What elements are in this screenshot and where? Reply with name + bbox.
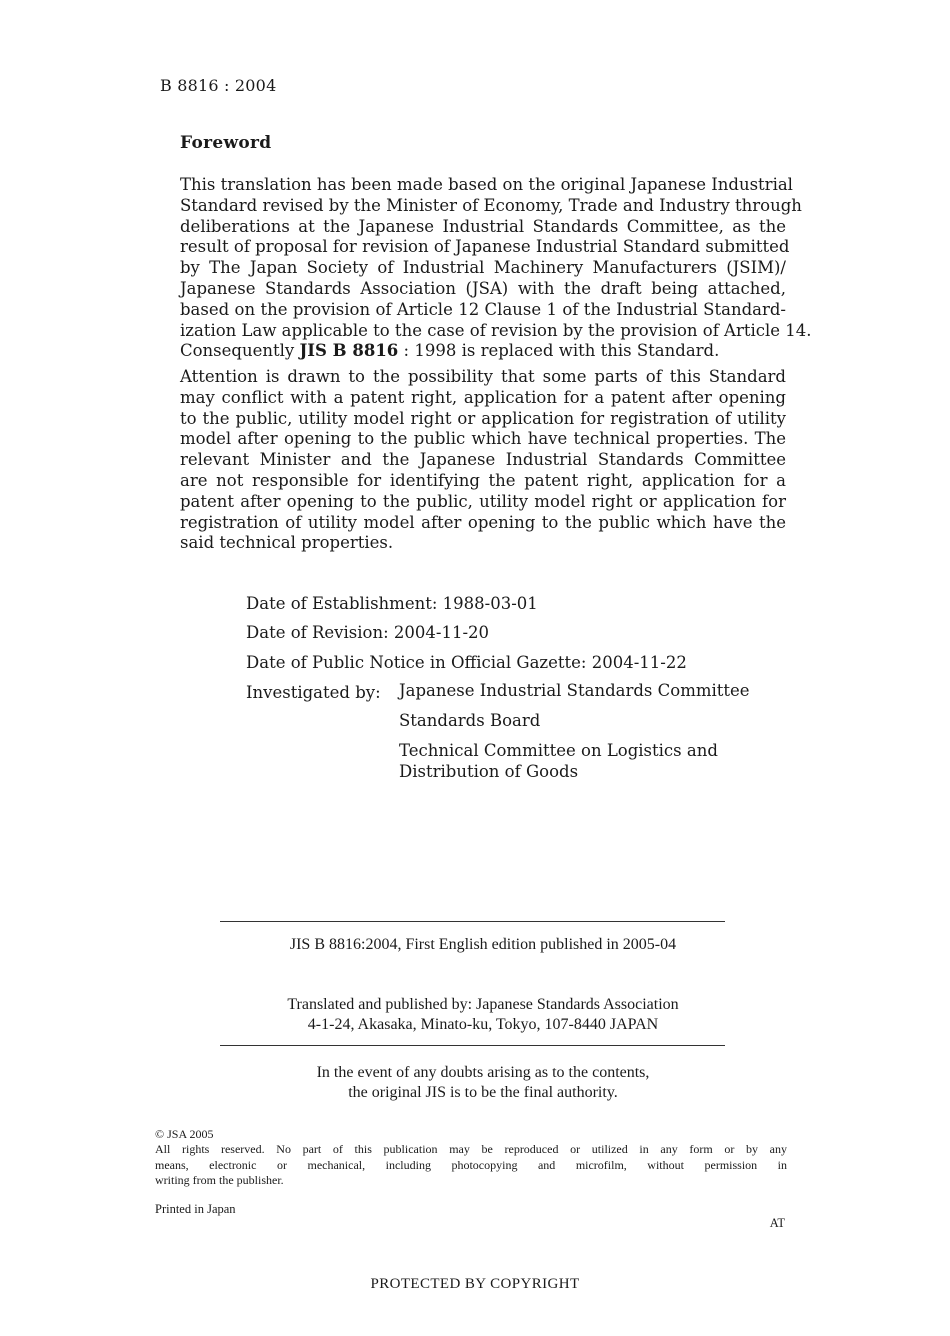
investigated-by-committee: Japanese Industrial Standards Committee <box>399 681 750 700</box>
publisher-block <box>180 995 786 1035</box>
divider-bottom <box>220 1045 725 1046</box>
authority-line-1: In the event of any doubts arising as to the contents, <box>316 1064 650 1081</box>
divider-top <box>220 921 725 922</box>
address-line: 4-1-24, Akasaka, Minato-ku, Tokyo, 107-8440 JAPAN <box>307 1016 659 1033</box>
investigated-by-technical-committee: Technical Committee on Logistics and <box>399 741 718 760</box>
paragraph-line: ization Law applicable to the case of revision by the provision of Article 14. <box>180 320 812 340</box>
rights-line: writing from the publisher. <box>155 1172 284 1187</box>
investigated-by-board: Standards Board <box>399 711 541 730</box>
paragraph-line: to the public, utility model right or application for registration of utility <box>180 408 786 428</box>
paragraph-line: by The Japan Society of Industrial Machinery Manufacturers (JSIM)/ <box>180 258 786 278</box>
public-notice-date: Date of Public Notice in Official Gazette: 2004-11-22 <box>246 653 687 672</box>
authority-notice <box>180 1063 786 1103</box>
edition-statement <box>180 935 786 955</box>
rights-line: All rights reserved. No part of this publication may be reproduced or utilized in any form or by any <box>155 1142 787 1157</box>
document-reference: B 8816 : 2004 <box>160 76 277 95</box>
edition-line: JIS B 8816:2004, First English edition published in 2005-04 <box>289 936 677 953</box>
paragraph-line: based on the provision of Article 12 Clause 1 of the Industrial Standard- <box>180 299 786 319</box>
copyright-block <box>155 1127 787 1188</box>
at-mark: AT <box>769 1216 785 1230</box>
consequently-prefix: Consequently <box>180 341 300 361</box>
paragraph-line: deliberations at the Japanese Industrial Standards Committee, as the <box>180 216 786 236</box>
copyright-notice: © JSA 2005 <box>155 1127 214 1141</box>
foreword-paragraph-1 <box>180 175 812 362</box>
paragraph-line: said technical properties. <box>180 533 394 553</box>
paragraph-line: are not responsible for identifying the patent right, application for a <box>180 470 786 490</box>
paragraph-line: Japanese Standards Association (JSA) with the draft being attached, <box>180 278 786 298</box>
establishment-date: Date of Establishment: 1988-03-01 <box>246 594 538 613</box>
protected-by-copyright-footer: PROTECTED BY COPYRIGHT <box>370 1276 580 1292</box>
revision-date: Date of Revision: 2004-11-20 <box>246 623 490 642</box>
rights-line: means, electronic or mechanical, including photocopying and microfilm, without permission in <box>155 1157 787 1172</box>
paragraph-line: This translation has been made based on the original Japanese Industrial <box>180 175 793 194</box>
printed-in: Printed in Japan <box>155 1202 236 1216</box>
consequently-line <box>180 341 786 362</box>
foreword-paragraph-2 <box>180 367 786 554</box>
investigated-by-technical-committee-cont: Distribution of Goods <box>399 762 579 781</box>
paragraph-line: relevant Minister and the Japanese Industrial Standards Committee <box>180 450 786 470</box>
paragraph-line: patent after opening to the public, utility model right or application for <box>180 491 786 511</box>
paragraph-line: model after opening to the public which have technical properties. The <box>180 429 786 449</box>
consequently-suffix: : 1998 is replaced with this Standard. <box>398 341 720 361</box>
translated-by-line: Translated and published by: Japanese Standards Association <box>287 996 679 1013</box>
paragraph-line: Standard revised by the Minister of Economy, Trade and Industry through <box>180 195 802 215</box>
paragraph-line: registration of utility model after opening to the public which have the <box>180 512 786 532</box>
authority-line-2: the original JIS is to be the final authority. <box>348 1084 618 1101</box>
paragraph-line: may conflict with a patent right, application for a patent after opening <box>180 387 786 407</box>
paragraph-line: Attention is drawn to the possibility that some parts of this Standard <box>180 367 786 386</box>
investigated-by-label: Investigated by: <box>246 683 381 702</box>
standard-reference-bold: JIS B 8816 <box>299 341 399 361</box>
foreword-heading: Foreword <box>180 133 272 153</box>
paragraph-line: result of proposal for revision of Japanese Industrial Standard submitted <box>180 237 790 257</box>
